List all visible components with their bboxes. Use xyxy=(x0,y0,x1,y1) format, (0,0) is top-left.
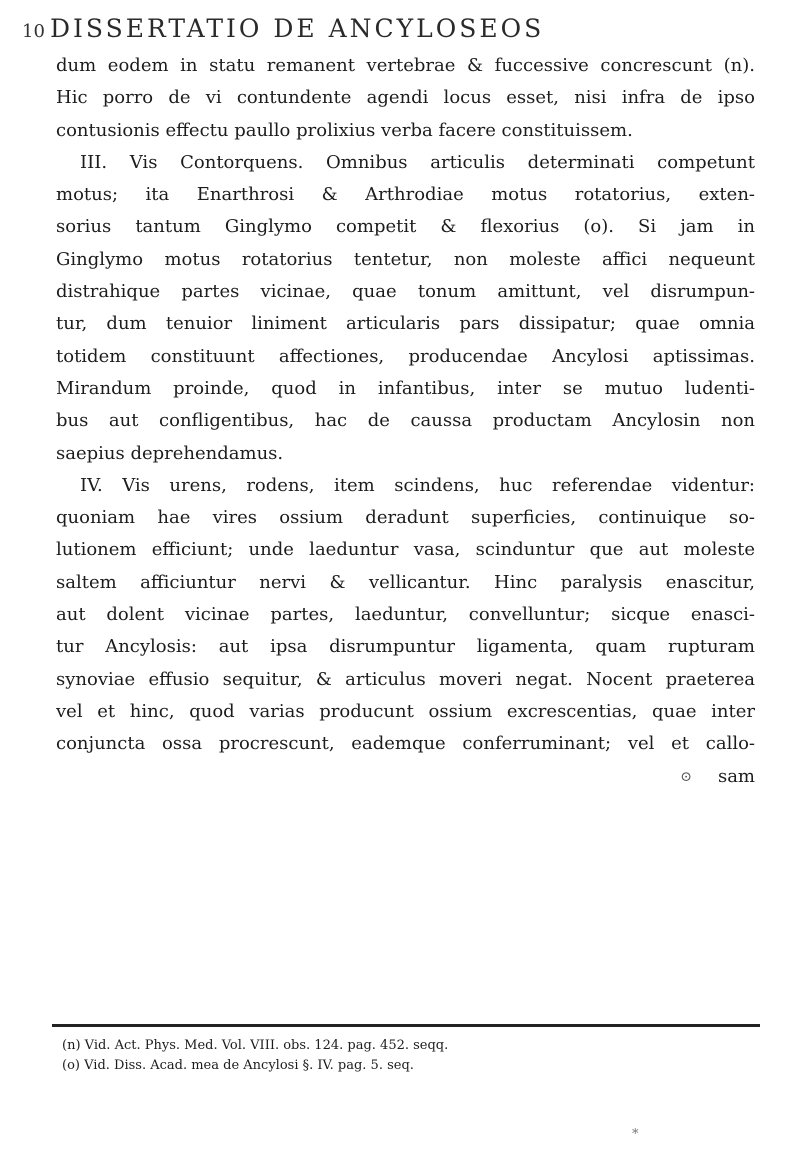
body-text xyxy=(56,50,755,793)
circle-ornament-icon: ⊙ xyxy=(680,768,692,785)
section-heading-line: III. Vis Contorquens. Omnibus articulis determinati competunt xyxy=(80,151,755,173)
text-line: dum eodem in statu remanent vertebrae & fuccessive concrescunt (n). xyxy=(56,55,755,76)
text-line: tur Ancylosis: aut ipsa disrumpuntur ligamenta, quam rupturam xyxy=(56,636,755,658)
text-line: aut dolent vicinae partes, laeduntur, convelluntur; sicque enasci- xyxy=(56,604,755,626)
text-line: Mirandum proinde, quod in infantibus, inter se mutuo ludenti- xyxy=(56,377,755,399)
footnote xyxy=(62,1036,752,1056)
running-head xyxy=(22,14,762,43)
catchword-row xyxy=(56,761,755,793)
footnote-mark: (n) xyxy=(62,1038,81,1053)
text-line: tur, dum tenuior liniment articularis pars dissipatur; quae omnia xyxy=(56,313,755,335)
text-line: totidem constituunt affectiones, producendae Ancylosi aptissimas. xyxy=(56,345,755,367)
text-line: quoniam hae vires ossium deradunt superficies, continuique so- xyxy=(56,507,755,529)
text-line: saepius deprehendamus. xyxy=(56,442,284,464)
text-line: Hic porro de vi contundente agendi locus esset, nisi infra de ipso xyxy=(56,87,755,109)
footnote-text: Vid. Diss. Acad. mea de Ancylosi §. IV. pag. 5. seq. xyxy=(84,1058,414,1073)
text-line: bus aut confligentibus, hac de caussa productam Ancylosin non xyxy=(56,410,755,432)
text-line: contusionis effectu paullo prolixius verba facere constituissem. xyxy=(56,119,633,141)
footnote-text: Vid. Act. Phys. Med. Vol. VIII. obs. 124. pag. 452. seqq. xyxy=(84,1038,449,1053)
text-line: vel et hinc, quod varias producunt ossium excrescentias, quae inter xyxy=(56,700,755,722)
catchword: sam xyxy=(717,766,755,788)
text-line: lutionem efficiunt; unde laeduntur vasa, scinduntur que aut moleste xyxy=(56,539,755,561)
page-number: 10 xyxy=(22,21,45,42)
text-line: sorius tantum Ginglymo competit & flexorius (o). Si jam in xyxy=(56,216,755,238)
running-title: DISSERTATIO DE ANCYLOSEOS xyxy=(50,14,545,43)
footnote-divider xyxy=(52,1024,760,1027)
text-line: synoviae effusio sequitur, & articulus moveri negat. Nocent praeterea xyxy=(56,668,755,690)
footnote xyxy=(62,1056,752,1076)
text-line: motus; ita Enarthrosi & Arthrodiae motus rotatorius, exten- xyxy=(56,184,755,206)
section-heading-line: IV. Vis urens, rodens, item scindens, huc referendae videntur: xyxy=(80,474,755,496)
text-line: saltem afficiuntur nervi & vellicantur. Hinc paralysis enascitur, xyxy=(56,571,755,593)
footnotes xyxy=(62,1036,752,1076)
text-line: distrahique partes vicinae, quae tonum amittunt, vel disrumpun- xyxy=(56,281,755,303)
margin-mark: * xyxy=(632,1127,639,1142)
footnote-mark: (o) xyxy=(62,1058,80,1073)
text-line: conjuncta ossa procrescunt, eademque conferruminant; vel et callo- xyxy=(56,733,755,755)
text-line: Ginglymo motus rotatorius tentetur, non moleste affici nequeunt xyxy=(56,248,755,270)
